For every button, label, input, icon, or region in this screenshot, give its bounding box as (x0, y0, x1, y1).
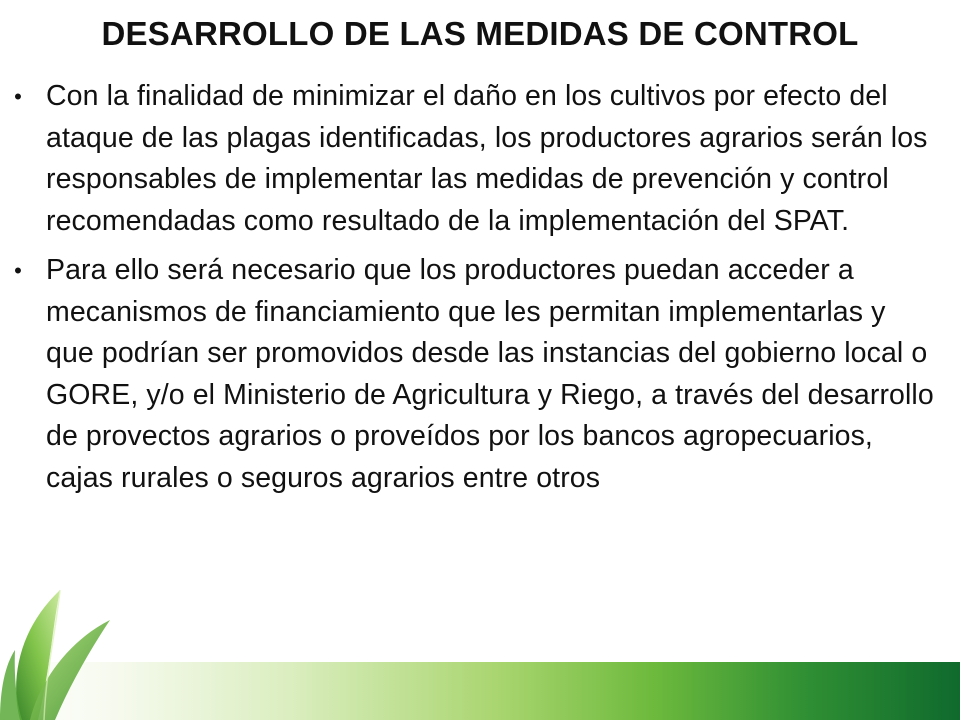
bullet-text: Con la finalidad de minimizar el daño en los cultivos por efecto del ataque de las plagas identificadas, los productores agrarios serán los responsables de implementar las medidas de prevención y control recomendadas como resultado de la implementación del SPAT. (46, 80, 928, 237)
bullet-text: Para ello será necesario que los productores puedan acceder a mecanismos de financiamiento que les permitan implementarlas y que podrían ser promovidos desde las instancias del gobierno local o GORE, y/o el Ministerio de Agricultura y Riego, a través del desarrollo de provectos agrarios o proveídos por los bancos agropecuarios, cajas rurales o seguros agrarios entre otros (46, 254, 934, 494)
bullet-item (0, 250, 960, 499)
bullet-list (0, 76, 960, 507)
bullet-dot-icon: • (14, 258, 22, 283)
slide-title: DESARROLLO DE LAS MEDIDAS DE CONTROL (101, 15, 859, 52)
bullet-dot-icon: • (14, 84, 22, 109)
bullet-item (0, 76, 960, 242)
green-leaf-icon (0, 560, 160, 720)
